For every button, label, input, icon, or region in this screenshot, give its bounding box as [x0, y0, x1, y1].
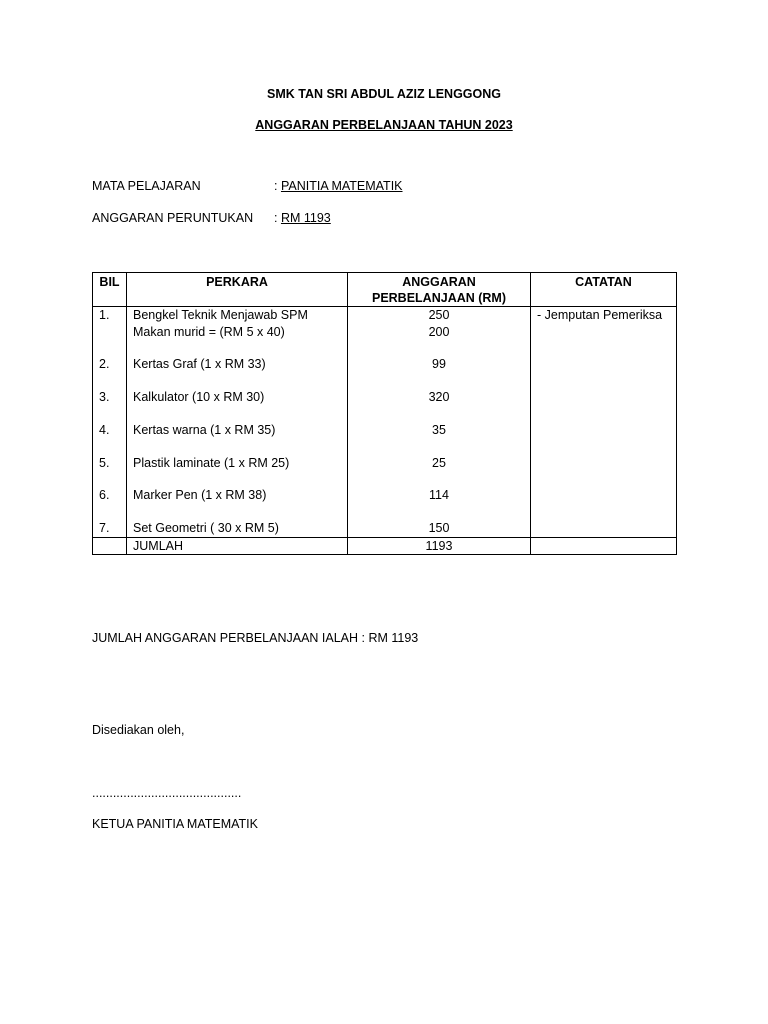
item-bil: 7. — [99, 521, 110, 536]
header-bil: BIL — [93, 273, 127, 307]
allocation-colon: : — [274, 211, 278, 225]
prepared-by: Disediakan oleh, — [92, 723, 185, 737]
header-perkara: PERKARA — [127, 273, 348, 307]
table-header-row — [93, 273, 677, 307]
item-amount: 114 — [429, 488, 449, 503]
item-amount: 35 — [432, 422, 446, 437]
item-description: Kalkulator (10 x RM 30) — [133, 390, 265, 405]
item-bil: 2. — [99, 357, 110, 372]
item-description: Kertas warna (1 x RM 35) — [133, 422, 276, 437]
item-amount: 99 — [432, 357, 446, 372]
subject-value-wrap — [274, 179, 403, 193]
bil-column — [93, 307, 127, 538]
item-description: Kertas Graf (1 x RM 33) — [133, 357, 266, 372]
total-value: 1193 — [348, 537, 531, 554]
item-description: Marker Pen (1 x RM 38) — [133, 488, 267, 503]
budget-table — [92, 272, 677, 555]
total-catatan-cell — [531, 537, 677, 554]
item-description: Set Geometri ( 30 x RM 5) — [133, 521, 279, 536]
total-label: JUMLAH — [127, 537, 348, 554]
item-amount: 150 — [428, 521, 450, 536]
header-catatan: CATATAN — [531, 273, 677, 307]
subject-label: MATA PELAJARAN — [92, 179, 201, 193]
item-bil: 4. — [99, 422, 110, 437]
header-anggaran: ANGGARAN PERBELANJAAN (RM) — [348, 273, 531, 307]
item-note: - Jemputan Pemeriksa — [537, 308, 663, 322]
item-description: Makan murid = (RM 5 x 40) — [133, 324, 285, 339]
item-description: Bengkel Teknik Menjawab SPM — [133, 308, 308, 322]
table-items-row — [93, 307, 677, 538]
item-bil: 3. — [99, 390, 110, 405]
allocation-value: RM 1193 — [280, 211, 331, 225]
item-amount: 200 — [428, 324, 450, 339]
signature-line: ........................................... — [92, 786, 242, 800]
school-name: SMK TAN SRI ABDUL AZIZ LENGGONG — [266, 87, 502, 101]
item-bil: 1. — [99, 308, 110, 322]
total-statement: JUMLAH ANGGARAN PERBELANJAAN IALAH : RM 1193 — [92, 631, 419, 645]
subject-value: PANITIA MATEMATIK — [280, 179, 403, 193]
allocation-label: ANGGARAN PERUNTUKAN — [92, 211, 254, 225]
item-amount: 250 — [428, 308, 450, 322]
item-bil: 6. — [99, 488, 110, 503]
item-description: Plastik laminate (1 x RM 25) — [133, 455, 290, 470]
document-title: ANGGARAN PERBELANJAAN TAHUN 2023 — [255, 118, 513, 132]
allocation-value-wrap — [274, 211, 331, 225]
subject-row — [92, 179, 692, 197]
signatory-title: KETUA PANITIA MATEMATIK — [92, 817, 258, 831]
item-amount: 320 — [428, 390, 450, 405]
total-row — [93, 537, 677, 554]
allocation-row — [92, 211, 692, 229]
amount-column — [348, 307, 531, 538]
perkara-column — [127, 307, 348, 538]
item-bil: 5. — [99, 455, 110, 470]
subject-colon: : — [274, 179, 278, 193]
total-bil-cell — [93, 537, 127, 554]
catatan-column — [531, 307, 677, 538]
item-amount: 25 — [432, 455, 446, 470]
